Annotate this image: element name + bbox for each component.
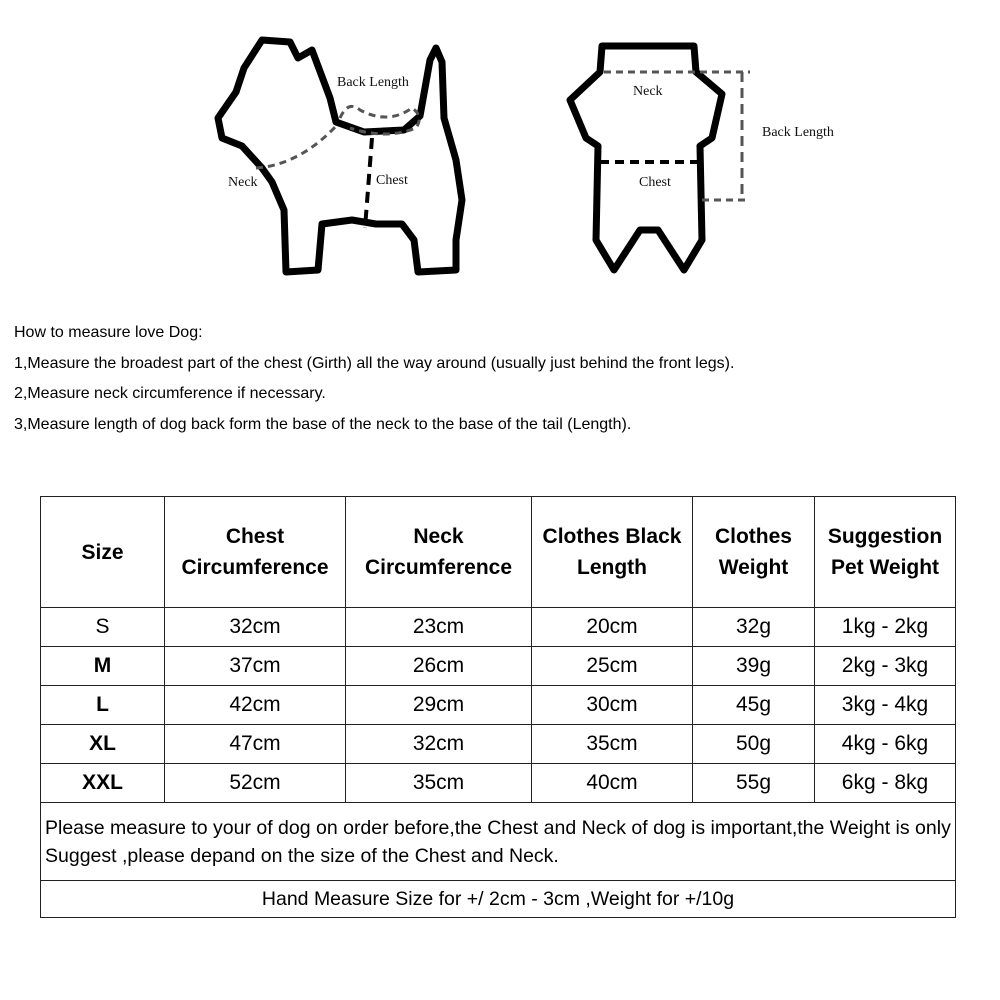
neck-cell: 35cm: [346, 764, 532, 803]
size-cell: XL: [41, 725, 165, 764]
instruction-step: 1,Measure the broadest part of the chest (Girth) all the way around (usually just behind the front legs).: [14, 354, 735, 372]
instruction-step: 2,Measure neck circumference if necessary.: [14, 385, 326, 402]
chest-cell: 47cm: [165, 725, 346, 764]
pet-weight-cell: 6kg - 8kg: [815, 764, 956, 803]
weight-cell: 39g: [693, 647, 815, 686]
table-header-row: [41, 497, 956, 608]
neck-cell: 32cm: [346, 725, 532, 764]
side-back-length-label: Back Length: [337, 75, 409, 90]
size-chart-table: [40, 496, 956, 918]
weight-cell: 55g: [693, 764, 815, 803]
size-cell: L: [41, 686, 165, 725]
front-neck-label: Neck: [633, 84, 663, 99]
weight-cell: 32g: [693, 608, 815, 647]
table-row: [41, 686, 956, 725]
header-size: Size: [41, 497, 165, 608]
neck-cell: 26cm: [346, 647, 532, 686]
neck-cell: 23cm: [346, 608, 532, 647]
instruction-step: 3,Measure length of dog back form the base of the neck to the base of the tail (Length).: [14, 415, 632, 433]
pet-weight-cell: 4kg - 6kg: [815, 725, 956, 764]
pet-weight-cell: 2kg - 3kg: [815, 647, 956, 686]
chest-cell: 32cm: [165, 608, 346, 647]
table-row: [41, 725, 956, 764]
length-cell: 20cm: [532, 608, 693, 647]
length-cell: 25cm: [532, 647, 693, 686]
header-clothes-weight: Clothes Weight: [693, 497, 815, 608]
measurement-note: Please measure to your of dog on order before,the Chest and Neck of dog is important,the Weight is only Suggest ,please depand on the size of the Chest and Neck.: [41, 803, 956, 881]
chest-cell: 52cm: [165, 764, 346, 803]
table-tolerance-row: [41, 881, 956, 918]
header-pet-weight: Suggestion Pet Weight: [815, 497, 956, 608]
side-chest-label: Chest: [376, 173, 408, 188]
length-cell: 30cm: [532, 686, 693, 725]
pet-weight-cell: 1kg - 2kg: [815, 608, 956, 647]
weight-cell: 50g: [693, 725, 815, 764]
table-row: [41, 647, 956, 686]
size-cell: S: [41, 608, 165, 647]
chest-cell: 37cm: [165, 647, 346, 686]
front-chest-label: Chest: [639, 175, 671, 190]
table-row: [41, 608, 956, 647]
pet-weight-cell: 3kg - 4kg: [815, 686, 956, 725]
side-neck-label: Neck: [228, 175, 258, 190]
tolerance-note: Hand Measure Size for +/ 2cm - 3cm ,Weight for +/10g: [41, 881, 956, 918]
instructions-title: How to measure love Dog:: [14, 324, 203, 341]
chest-cell: 42cm: [165, 686, 346, 725]
length-cell: 35cm: [532, 725, 693, 764]
size-cell: M: [41, 647, 165, 686]
table-note-row: [41, 803, 956, 881]
front-back-length-label: Back Length: [762, 125, 834, 140]
measurement-instructions: [14, 318, 974, 440]
size-cell: XXL: [41, 764, 165, 803]
weight-cell: 45g: [693, 686, 815, 725]
header-neck-circumference: Neck Circumference: [346, 497, 532, 608]
length-cell: 40cm: [532, 764, 693, 803]
neck-cell: 29cm: [346, 686, 532, 725]
header-clothes-length: Clothes Black Length: [532, 497, 693, 608]
dog-clothes-front-view-illustration: [570, 46, 750, 270]
header-chest-circumference: Chest Circumference: [165, 497, 346, 608]
measurement-diagrams: [0, 0, 1000, 300]
table-row: [41, 764, 956, 803]
